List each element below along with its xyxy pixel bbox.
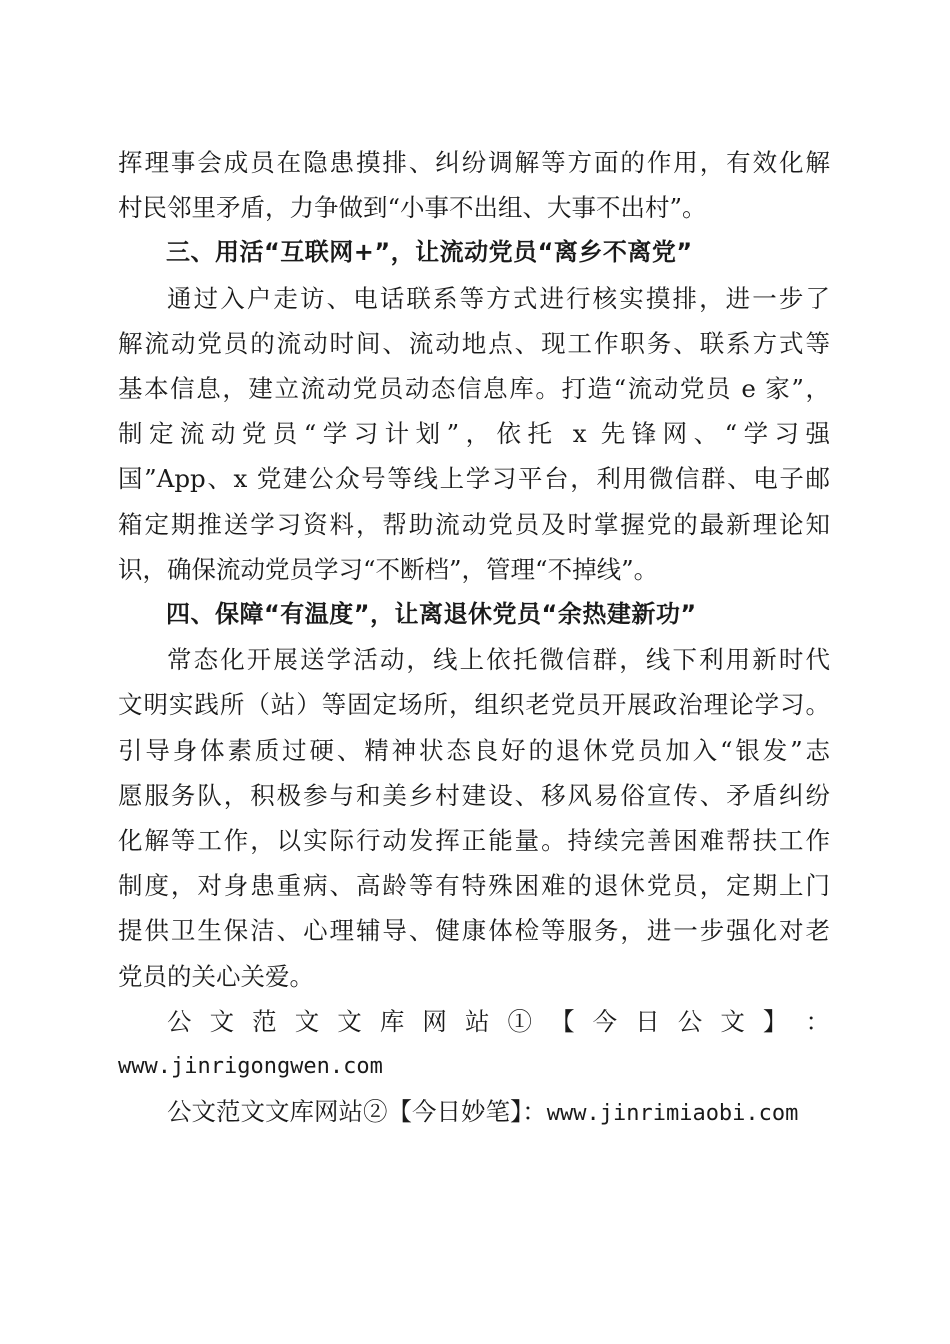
text-line: 党员的关心关爱。 [118,961,314,991]
text-line: 基本信息，建立流动党员动态信息库。打造“流动党员 e 家”， [118,374,830,404]
text-line: 文明实践所（站）等固定场所，组织老党员开展政治理论学习。 [118,690,830,720]
text-line: 村民邻里矛盾，力争做到“小事不出组、大事不出村”。 [118,193,707,223]
text-line: 引导身体素质过硬、精神状态良好的退休党员加入“银发”志 [118,735,830,765]
section-heading-4: 四、保障“有温度”，让离退休党员“余热建新功” [166,600,697,629]
paragraph-section-3 [118,276,830,592]
text-line: 愿服务队，积极参与和美乡村建设、移风易俗宣传、矛盾纠纷 [118,780,830,810]
website-label-1: 公 文 范 文 文 库 网 站 ① 【 今 日 公 文 】 ： [167,1006,830,1036]
website-url-2[interactable]: www.jinrimiaobi.com [546,1101,799,1127]
website-label-2: 公文范文文库网站②【今日妙笔】： [167,1097,547,1127]
text-line: 识，确保流动党员学习“不断档”，管理“不掉线”。 [118,554,659,584]
text-line: 提供卫生保洁、心理辅导、健康体检等服务，进一步强化对老 [118,916,830,946]
text-line: 常态化开展送学活动，线上依托微信群，线下利用新时代 [167,645,830,675]
text-line: 解流动党员的流动时间、流动地点、现工作职务、联系方式等 [118,328,830,358]
paragraph-intro [118,140,830,230]
text-line: 制度，对身患重病、高龄等有特殊困难的退休党员，定期上门 [118,871,830,901]
paragraph-section-4 [118,637,830,999]
website-reference-2 [118,1089,830,1136]
text-line: 通过入户走访、电话联系等方式进行核实摸排，进一步了 [167,283,830,313]
section-heading-3: 三、用活“互联网+”，让流动党员“离乡不离党” [166,238,693,267]
document-body [118,140,830,1136]
website-reference-1 [118,999,830,1089]
text-line: 挥理事会成员在隐患摸排、纠纷调解等方面的作用，有效化解 [118,148,830,177]
website-url-1[interactable]: www.jinrigongwen.com [118,1054,383,1080]
text-line: 箱定期推送学习资料，帮助流动党员及时掌握党的最新理论知 [118,509,830,539]
text-line: 国”App、x 党建公众号等线上学习平台，利用微信群、电子邮 [118,464,830,494]
text-line: 化解等工作，以实际行动发挥正能量。持续完善困难帮扶工作 [118,826,830,856]
text-line: 制定流动党员“学习计划”，依托 x 先锋网、“学习强 [118,419,830,449]
